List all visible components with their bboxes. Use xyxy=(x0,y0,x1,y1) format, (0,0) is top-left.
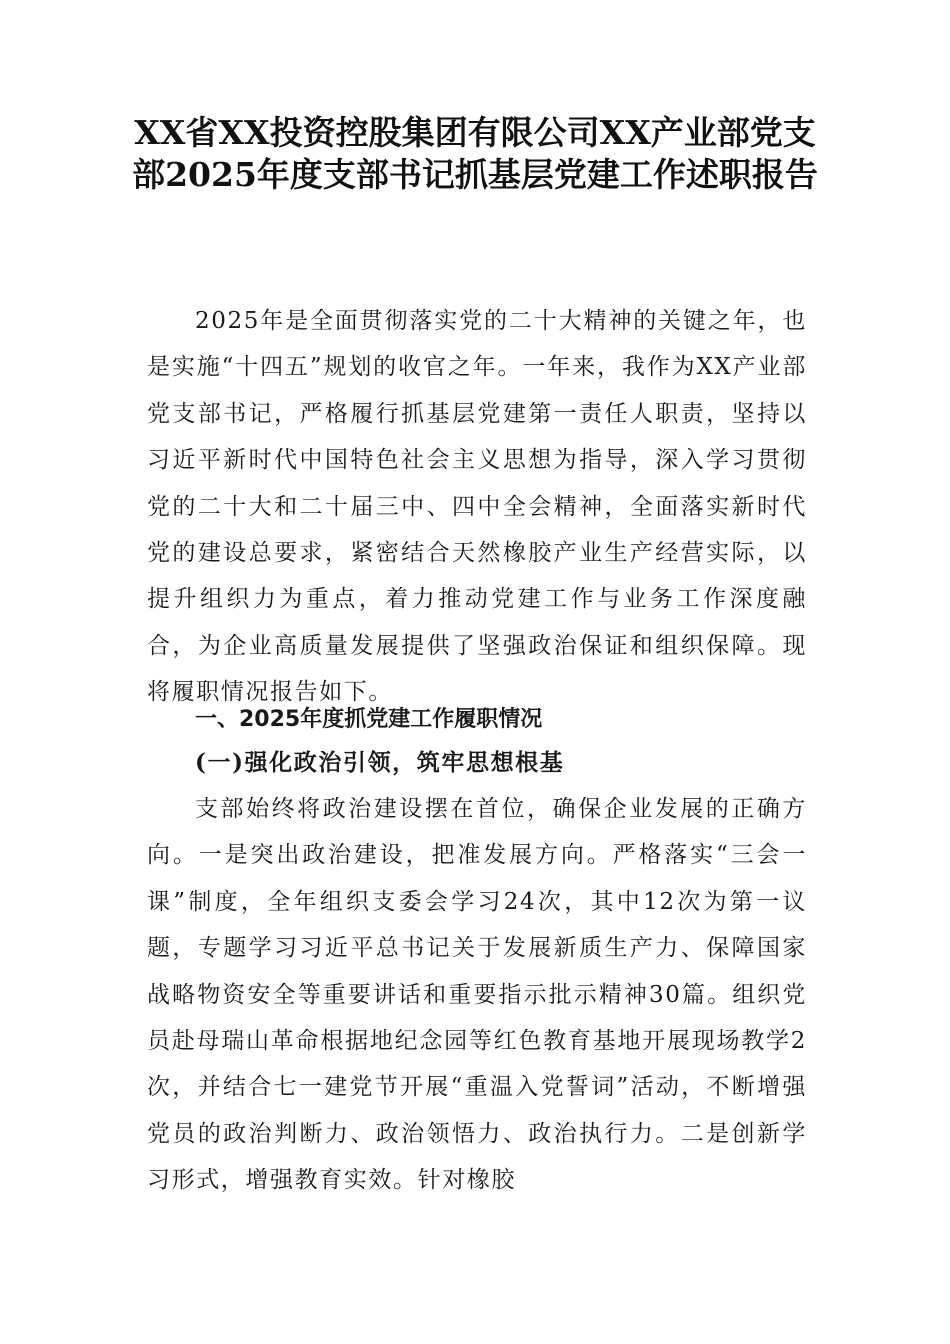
intro-paragraph: 2025年是全面贯彻落实党的二十大精神的关键之年，也是实施“十四五”规划的收官之年。一年来，我作为XX产业部党支部书记，严格履行抓基层党建第一责任人职责，坚持以习近平新时代中国特色社会主义思想为指导，深入学习贯彻党的二十大和二十届三中、四中全会精神，全面落实新时代党的建设总要求，紧密结合天然橡胶产业生产经营实际，以提升组织力为重点，着力推动党建工作与业务工作深度融合，为企业高质量发展提供了坚强政治保证和组织保障。现将履职情况报告如下。 xyxy=(147,308,807,706)
section-paragraph: 支部始终将政治建设摆在首位，确保企业发展的正确方向。一是突出政治建设，把准发展方向。严格落实“三会一课”制度，全年组织支委会学习24次，其中12次为第一议题，专题学习习近平总书记关于发展新质生产力、保障国家战略物资安全等重要讲话和重要指示批示精神30篇。组织党员赴母瑞山革命根据地纪念园等红色教育基地开展现场教学2次，并结合七一建党节开展“重温入党誓词”活动，不断增强党员的政治判断力、政治领悟力、政治执行力。二是创新学习形式，增强教育实效。针对橡胶 xyxy=(147,796,807,1194)
section-heading: 一、2025年度抓党建工作履职情况 xyxy=(195,707,543,732)
subsection-heading: (一)强化政治引领，筑牢思想根基 xyxy=(195,749,565,776)
document-title: XX省XX投资控股集团有限公司XX产业部党支部2025年度支部书记抓基层党建工作述职报告 xyxy=(132,113,818,194)
